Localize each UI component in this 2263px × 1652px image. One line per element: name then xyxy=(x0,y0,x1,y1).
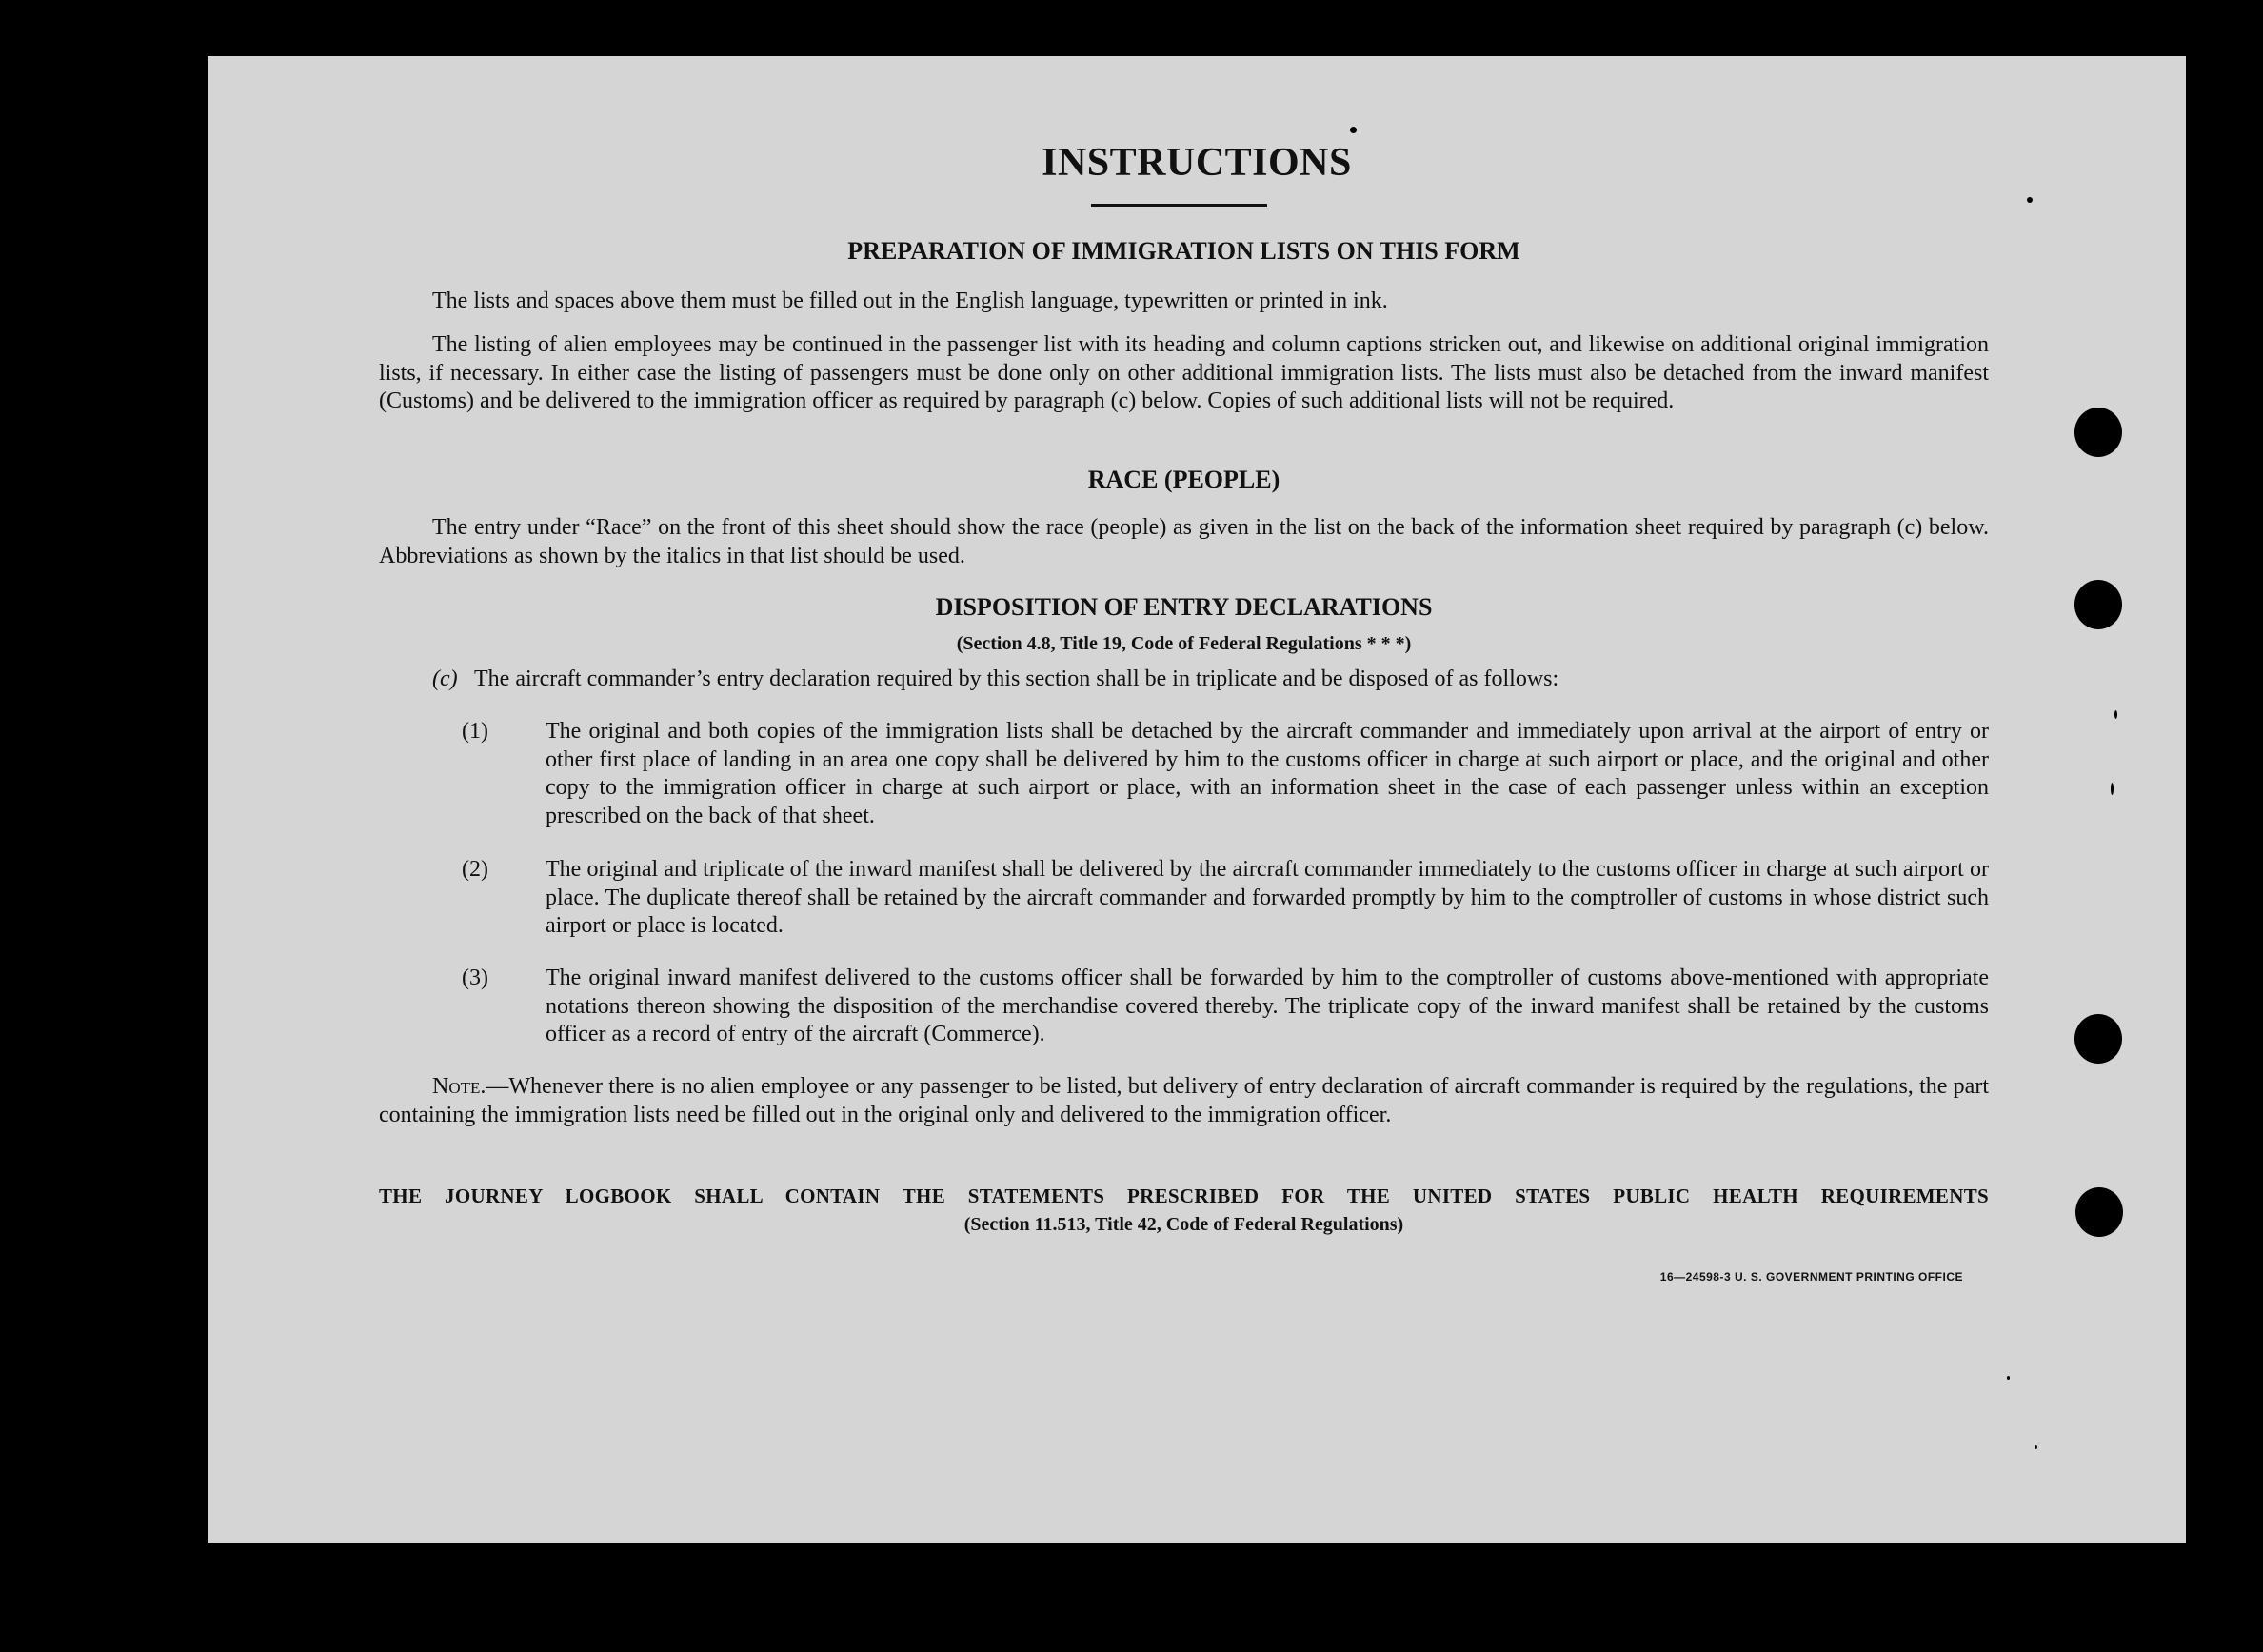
punch-hole xyxy=(2075,1187,2123,1237)
health-requirements-statement: THE JOURNEY LOGBOOK SHALL CONTAIN THE STATEMENTS PRESCRIBED FOR THE UNITED STATES PUBLIC HEALTH REQUIREMENTS xyxy=(379,1184,1989,1207)
document-page xyxy=(208,56,2186,1543)
item-text: The original and triplicate of the inward manifest shall be delivered by the aircraft commander immediately to the customs officer in charge at such airport or place. The duplicate thereof shall be retained by the aircraft commander and forwarded promptly by him to the comptroller of customs in whose district such airport or place is located. xyxy=(546,857,1989,938)
ink-speck xyxy=(2111,783,2114,795)
disposition-item-1 xyxy=(462,718,1989,830)
ink-speck xyxy=(2007,1376,2010,1380)
item-text: The original inward manifest delivered to the customs officer shall be forwarded by him to the comptroller of customs above-mentioned with appropriate notations thereon showing the disposition of the merchandise covered thereby. The triplicate copy of the inward manifest shall be retained by the customs officer as a record of entry of the aircraft (Commerce). xyxy=(546,965,1989,1046)
item-number: (3) xyxy=(462,965,488,990)
item-text: The original and both copies of the immigration lists shall be detached by the aircraft commander and immediately upon arrival at the airport of entry or other first place of landing in an area one copy shall be delivered by him to the customs officer in charge at such airport or place, and the original and other copy to the immigration officer in charge at such airport or place, with an information sheet in the case of each passenger unless within an exception prescribed on the back of that sheet. xyxy=(546,719,1989,828)
intro-label: (c) xyxy=(432,667,458,691)
disposition-intro xyxy=(432,666,1989,694)
punch-hole xyxy=(2074,408,2122,457)
printer-imprint: 16—24598-3 U. S. GOVERNMENT PRINTING OFFICE xyxy=(1659,1270,1963,1284)
punch-hole xyxy=(2074,580,2122,629)
intro-text: The aircraft commander’s entry declaration required by this section shall be in triplicate and be disposed of as follows: xyxy=(474,667,1559,691)
note-paragraph xyxy=(379,1073,1989,1129)
section-heading-race: RACE (PEOPLE) xyxy=(1087,466,1280,493)
disposition-item-2 xyxy=(462,856,1989,941)
disposition-citation: (Section 4.8, Title 19, Code of Federal Regulations * * *) xyxy=(956,633,1412,654)
disposition-item-3 xyxy=(462,965,1989,1049)
section-heading-disposition: DISPOSITION OF ENTRY DECLARATIONS xyxy=(935,593,1433,621)
punch-hole xyxy=(2074,1014,2122,1064)
section-heading-preparation: PREPARATION OF IMMIGRATION LISTS ON THIS FORM xyxy=(847,237,1520,265)
race-paragraph: The entry under “Race” on the front of this sheet should show the race (people) as given in the list on the back of the information sheet required by paragraph (c) below. Abbreviations as shown by the italics in that list should be used. xyxy=(379,515,1989,568)
item-number: (2) xyxy=(462,857,488,882)
ink-speck xyxy=(1350,127,1357,133)
title-underline xyxy=(1091,204,1267,207)
page-title: INSTRUCTIONS xyxy=(1042,141,1352,185)
ink-speck xyxy=(2114,710,2117,719)
note-text: —Whenever there is no alien employee or any passenger to be listed, but delivery of entry declaration of aircraft commander is required by the regulations, the part containing the immigration lists need be filled out in the original only and delivered to the immigration officer. xyxy=(379,1074,1989,1127)
ink-speck xyxy=(2035,1445,2037,1449)
preparation-paragraph-1: The lists and spaces above them must be filled out in the English language, typewritten or printed in ink. xyxy=(432,289,1388,313)
preparation-paragraph-2: The listing of alien employees may be continued in the passenger list with its heading and column captions stricken out, and likewise on additional original immigration lists, if necessary. In either case the listing of passengers must be done only on other additional immigration lists. The lists must also be detached from the inward manifest (Customs) and be delivered to the immigration officer as required by paragraph (c) below. Copies of such additional lists will not be required. xyxy=(379,332,1989,413)
item-number: (1) xyxy=(462,719,488,744)
note-label: Note. xyxy=(432,1074,486,1099)
ink-speck xyxy=(2027,197,2033,203)
health-requirements-citation: (Section 11.513, Title 42, Code of Federal Regulations) xyxy=(963,1214,1404,1235)
